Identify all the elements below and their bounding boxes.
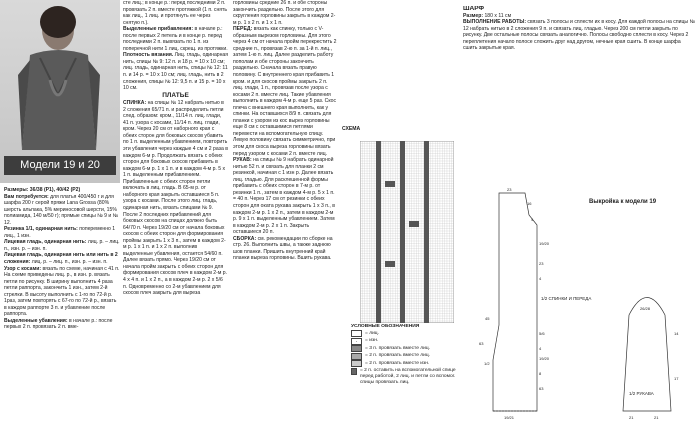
back-label: СПИНКА:	[123, 100, 147, 107]
cable-pattern-paragraph	[4, 266, 120, 318]
text-column-2	[123, 0, 228, 423]
dim-label: 8	[539, 371, 542, 376]
scarf-exec-paragraph	[463, 19, 695, 52]
increase-text: в начале р.: после первых 2 петель и в конце р. перед последними 2 п. вывязать по 1 п. из поперечной нити 1 лиц. скрещ. из протяжки.	[123, 26, 228, 52]
materials-text: для платья 400/450 г и для шарфа 200 г серой пряжи Lana Grossa (80% шерсть альпака, 5% мериносовой шерсти, 15% полиамида, 140 м/50 г); прямые спицы № 9 и № 12.	[4, 193, 119, 226]
cable-column-2	[400, 141, 405, 323]
col2-intro: сте лиц.; в конце р.: перед последними 2 п. провязать 2 п. вместе протяжкой (1 п. снять как лиц., 1 лиц. и протянуть ее через снятую п.).	[123, 0, 228, 26]
dim-label: 19/21	[504, 415, 515, 420]
face-stitch-paragraph	[4, 239, 120, 252]
cable-column-3	[424, 141, 429, 323]
dim-label: 1/2	[484, 361, 490, 366]
sleeve-label: РУКАВ:	[233, 157, 252, 164]
sleeve-label: 1/2 РУКАВА	[629, 391, 654, 396]
rib-paragraph	[4, 226, 120, 239]
legend-text: = 2 п. провязать вместе изн.	[365, 360, 430, 366]
legend-symbol	[351, 368, 357, 375]
dim-label: 21	[654, 415, 659, 420]
col3-intro: горловины средние 26 п. и обе стороны закончить раздельно. После этого для скругления горловины закрыть в каждом 2-м р. 1 х 2 п. и 1 х 1 п.	[233, 0, 336, 26]
face-stitch-label: Лицевая гладь, одинарная нить:	[4, 239, 87, 246]
scarf-heading: ШАРФ	[463, 6, 485, 12]
cable-pattern-text: вязать по схеме, начиная с 41 п. На схеме приведены лиц. р., в изн. р. вязать петли по рисунку. В ширину выполнить 4 раза петли раппорта, закончить 1 изн., затем 2-й стрелки. В высоту выполнить с 1-го по 72-й р. 1раз, затем повторять с 67-го по 72-й р., вязать в каждом раппорте 3 п. и убавление после раппорта.	[4, 265, 120, 318]
dim-label: 17	[674, 376, 679, 381]
face-stitch2-text: лиц. р. – лиц. п., изн. р. – изн. п.	[30, 259, 108, 266]
scarf-exec-label: ВЫПОЛНЕНИЕ РАБОТЫ:	[463, 19, 527, 26]
dim-label: 21	[629, 415, 634, 420]
materials-label: Вам потребуется:	[4, 193, 49, 200]
dim-label: 16	[527, 201, 532, 206]
legend-text: = изн.	[365, 338, 379, 344]
legend-text: = 3 п. провязать вместе лиц.	[365, 345, 431, 351]
scarf-section	[463, 6, 695, 52]
legend-item	[351, 368, 467, 387]
cable-cross-3	[385, 261, 395, 267]
front-back-label: 1/2 СПИНКИ И ПЕРЕДА	[541, 296, 592, 301]
scarf-size-label: Размер:	[463, 12, 484, 19]
back-text: на спицы № 12 набрать нитью в 2 сложения 65/71 п. и распределить петли след. образом: кром., 11/14 п. лиц. глади, 41 п. узора с косами, 11/14 п. лиц. глади, кром. Через 20 см от наборного края с обеих сторон для боковых скосов убавить по 1 п. выделенным убавлением, повторить эти убавления через каждые 4 см и 2 раза в каждом 6-м р. Продолжать вязать с обеих сторон для боковых скосов прибавить в каждом 6-м р. 1 х 1 п. и в каждом 4-м р. 5 х 1 п. выделенным прибавлением. Прибавленные с обеих сторон петли включать в лиц. гладь. В 65-м р. от наборного края закрыть оставшиеся 5 п. узора с косами. После этого лиц. гладь, одинарная нить, вязать спицами № 9. После 2 последних прибавлений для боковых скосов на спицах должно быть 64/70 п. Через 19/20 см от начала боковых скосов с обеих сторон для формирования проймы закрыть 1 х 3 п., затем в каждом 2-м р. 1 х 1 п. и 1 х 2 п. выполнив выделенные убавления, остается 54/60 п. Далее вязать прямо. Через 19/20 см от начала пройм закрыть с обеих сторон для формирования скосов плеч в каждом 2-м р. 4 х 4 п. и 1 х 2 п., а в каждом 2-м р. 2 х 5/6 п. Одновременно со 2-м убавлением для скосов плеч закрыть для выреза	[123, 100, 228, 297]
legend-item	[351, 353, 467, 360]
dim-label: 19/20	[539, 356, 550, 361]
sleeve-text: на спицы № 9 набрать одинарной нитью 52 п. и связать для планки 2 см резинкой, начиная с 1 изн р. Далее вязать лиц. гладью. Для расклешенной формы прибавить с обеих сторон в 7-м р. от резинки 1 п., затем в каждом 4-м р. 5 х 1 п. = 40 п. Через 17 см от резинки с обеих сторон для оката рукава закрыть 1 х 3 п., в каждом 2-м р. 1 х 2 п., затем в каждом 2-м р. 9 х 1 п. выделенным убавлением. Затем в каждом 2-м р. 2 х 1 п. Закрыть оставшиеся 20 п.	[233, 157, 335, 236]
density-text: Лиц. гладь, одинарная нить, спицы № 9: 12 п. и 18 р. = 10 х 10 см; лиц. гладь, одинарная нить, спицы № 12: 11 п. и 14 р. = 10 х 10 см; лиц. гладь, нить в 2 сложения, спицы № 12: 9,5 п. и 15 р. = 10 х 10 см.	[123, 52, 228, 92]
cable-column-1	[376, 141, 381, 323]
model-photo	[0, 0, 120, 183]
dress-heading: ПЛАТЬЕ	[162, 91, 189, 99]
front-text: вязать как спинку, только с V-образным вырезом горловины. Для этого через 4 см от начала пройм перекрестить 2 средние п., провязав 2-ю п. за 1-й п. лиц., затем 1-ю п. лиц. Далее разделить работу пополам и обе стороны закончить раздельно. Сначала вязать правую половину. С внутреннего края прибавить 1 кром. и для скосов проймы закрыть 2 п. лиц. глади, 1 п., провязав после узора с косами 2 п. вместе лиц. Такие убавления выполнить в каждом 4-м р. еще 5 раз. Скос плеча с внешнего края выполнить, как у спинки. На оставшихся 8/9 п. связать для планки с узором из кос вырез горловины еще 8 см с оставшимися петлями перевести на вспомогательную спицу. Левую половину связать симметрично, при этом для скоса выреза горловины вязать перед узором с косами 2 п. вместе лиц.	[233, 26, 337, 157]
materials-paragraph	[4, 194, 120, 227]
sleeve-paragraph	[233, 157, 338, 236]
decrease-label: Выделенные убавления:	[4, 317, 68, 324]
decrease-paragraph	[4, 318, 120, 331]
dim-label: 23	[507, 187, 512, 192]
dim-label: 4	[539, 276, 542, 281]
front-label: ПЕРЕД:	[233, 26, 253, 33]
dim-label: 4	[531, 217, 534, 222]
dim-label: 19/20	[539, 241, 550, 246]
legend-text: = 2 п. провязать вместе лиц.	[365, 353, 431, 359]
scarf-size-text: 180 х 11 см	[483, 12, 512, 19]
face-stitch-text: лиц. р. – лиц. п., изн. р. – изн. п.	[4, 239, 120, 252]
face-stitch2-label: Лицевая гладь, одинарная нить или нить в 2 сложения:	[4, 252, 118, 266]
legend-symbol	[351, 330, 362, 337]
increase-paragraph	[123, 26, 228, 52]
increase-label: Выделенные прибавления:	[123, 26, 194, 33]
assembly-text: см. рекомендации по сборке на стр. 26. Выполнить швы, а также заднюю шов планки. Пришить внутренний край планки выреза горловины. Вшить рукава.	[233, 235, 333, 262]
cable-chart	[360, 141, 454, 323]
front-paragraph	[233, 26, 338, 157]
legend-symbol	[351, 353, 362, 360]
density-label: Плотность вязания.	[123, 52, 174, 59]
assembly-label: СБОРКА:	[233, 235, 257, 242]
sizes-text: Размеры: 36/38 (Р1), 40/42 (Р2)	[4, 187, 81, 193]
dim-label: 45	[485, 316, 490, 321]
cable-cross-2	[409, 221, 419, 227]
scarf-exec-text: связать 3 полосы и сплести их в косу. Для каждой полосы на спицы № 12 набрать нитью в 2 сложения 9 п. и связать лиц. гладью. Через 200 см петли закрыть по рисунку. Две остальные полосы связать аналогично. Полосы свободно сплести в косу. Через 2 переплетения начало полосе сложить друг над другом, нечные края сшить. В конце шарфа сшить закрытые края.	[463, 19, 695, 52]
legend-item	[351, 338, 467, 345]
legend-title: УСЛОВНЫЕ ОБОЗНАЧЕНИЯ	[351, 324, 420, 329]
cable-pattern-label: Узор с косами:	[4, 265, 42, 272]
dim-label: 63	[539, 386, 544, 391]
legend-symbol	[351, 360, 362, 367]
text-column-3	[233, 0, 338, 423]
dim-label: 23	[539, 261, 544, 266]
rib-label: Резинка 1/1, одинарная нить:	[4, 226, 78, 233]
sewing-pattern	[479, 185, 695, 426]
dim-label: 26/28	[640, 306, 651, 311]
legend	[351, 324, 467, 387]
scheme-heading: СХЕМА	[342, 126, 361, 132]
chart-grid	[360, 141, 454, 323]
decrease-text: в начале р.: после первых 2 п. провязать 2 п. вме-	[4, 317, 113, 331]
assembly-paragraph	[233, 236, 338, 262]
dim-label: 14	[674, 331, 679, 336]
legend-text: = 2 п. оставить на вспомогательной спице перед работой, 2 лиц. и петли со вспомог. спицы провязать лиц.	[359, 367, 456, 386]
model-banner: Модели 19 и 20	[4, 156, 116, 175]
rib-text: попеременно 1 лиц., 1 изн.	[4, 226, 116, 239]
dim-label: 63	[479, 341, 484, 346]
legend-item	[351, 360, 467, 367]
density-paragraph	[123, 52, 228, 91]
legend-item	[351, 330, 467, 337]
legend-symbol: -	[351, 338, 362, 345]
text-column-1	[4, 187, 120, 423]
dim-label: 4	[539, 346, 542, 351]
back-paragraph	[123, 100, 228, 296]
cable-cross-1	[385, 181, 395, 187]
pattern-title: Выкройка к модели 19	[589, 199, 657, 205]
legend-symbol	[351, 345, 362, 352]
legend-text: = лиц.	[365, 330, 379, 336]
dim-label: 5/6	[539, 331, 545, 336]
face-stitch2-paragraph	[4, 252, 120, 265]
legend-item	[351, 345, 467, 352]
